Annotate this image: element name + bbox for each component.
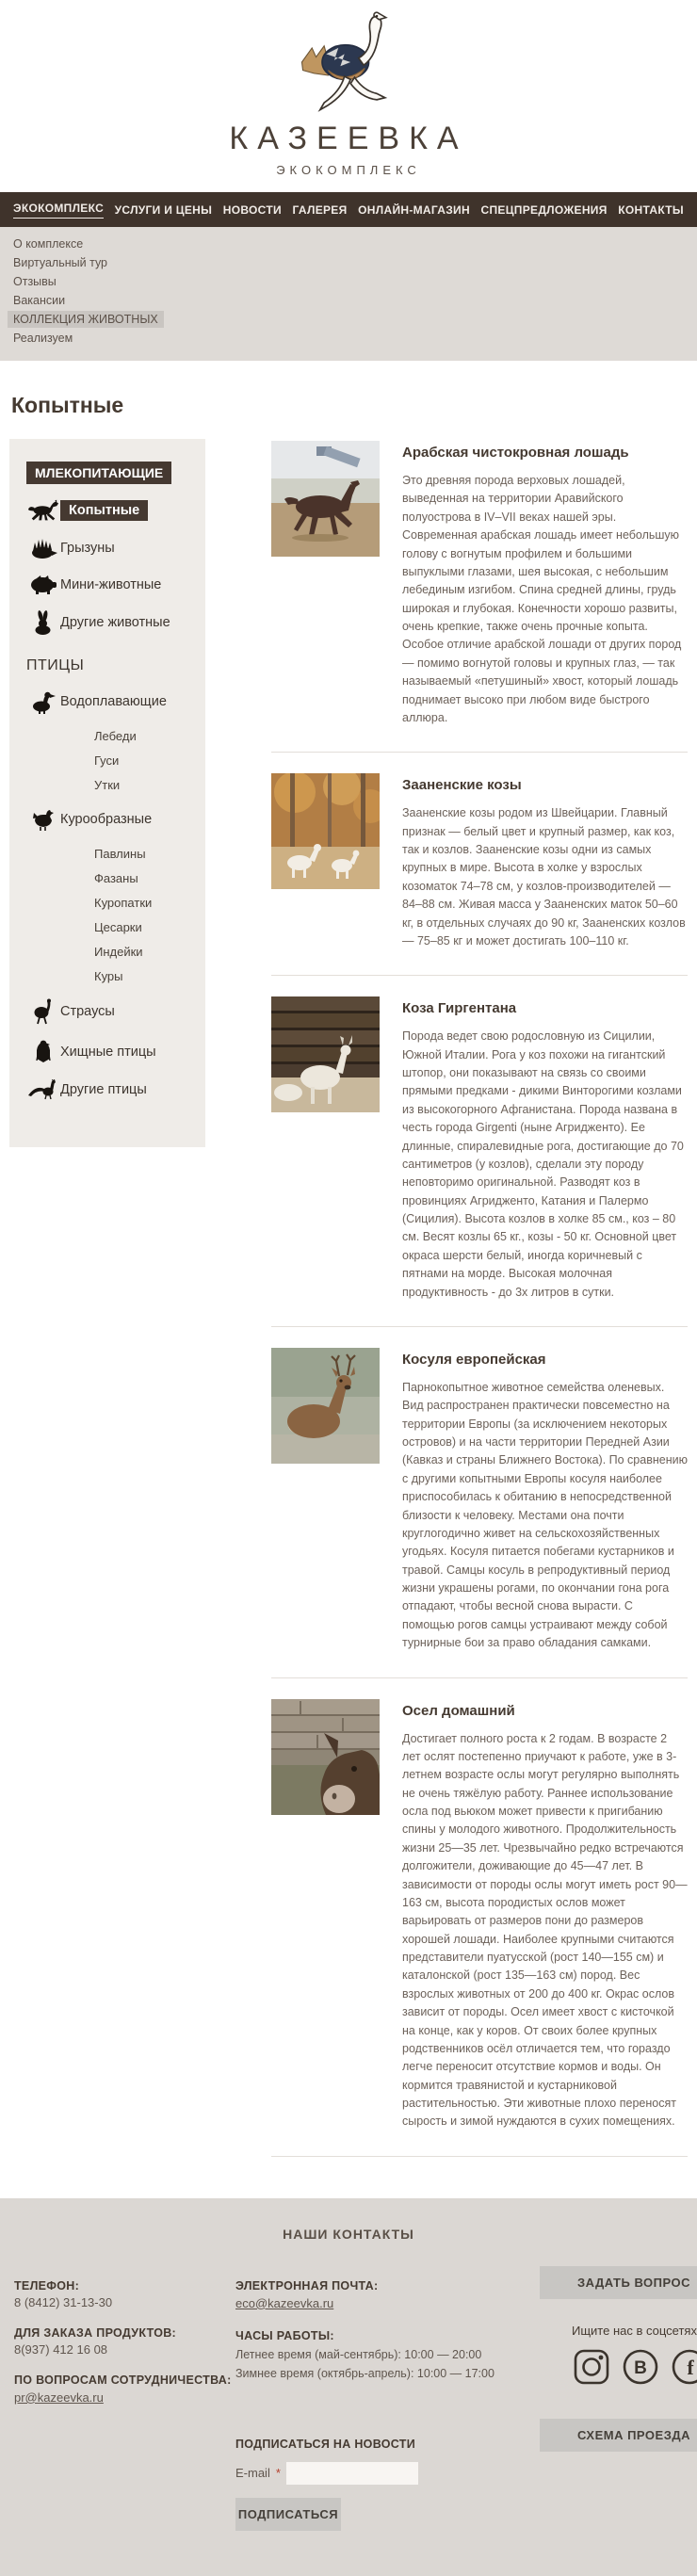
nav-item-offers[interactable]: СПЕЦПРЕДЛОЖЕНИЯ (480, 203, 608, 217)
submenu-item-reviews[interactable]: Отзывы (13, 275, 57, 288)
animal-entry-donkey (271, 1678, 688, 2157)
porcupine-icon (26, 537, 60, 559)
sidebar-item-label: Водоплавающие (60, 694, 167, 709)
email-field-label: E-mail (235, 2466, 270, 2481)
svg-text:В: В (634, 2357, 647, 2378)
animal-photo-roe-deer (271, 1348, 380, 1464)
sidebar-header-birds: ПТИЦЫ (26, 657, 85, 673)
peacock-icon (26, 1079, 60, 1100)
animal-list (271, 439, 688, 2157)
sidebar-item-ostriches[interactable] (26, 998, 205, 1025)
svg-text:f: f (687, 2355, 694, 2379)
ostrich-logo-icon (287, 9, 410, 115)
subscribe-block (235, 2438, 540, 2531)
animal-photo-saanen-goats (271, 773, 380, 889)
subscribe-button[interactable]: ПОДПИСАТЬСЯ (235, 2498, 341, 2531)
sidebar-item-birds-of-prey[interactable] (26, 1040, 205, 1064)
sidebar-header-mammals: МЛЕКОПИТАЮЩИЕ (26, 462, 171, 484)
nav-item-services[interactable]: УСЛУГИ И ЦЕНЫ (114, 203, 213, 217)
raptor-icon (26, 1040, 60, 1064)
sidebar-subitem-turkeys[interactable]: Индейки (94, 945, 143, 959)
email-label: ЭЛЕКТРОННАЯ ПОЧТА: (235, 2278, 379, 2292)
sidebar-subitem-guineafowl[interactable]: Цесарки (94, 920, 142, 934)
animal-description: Зааненские козы родом из Швейцарии. Главный признак — белый цвет и крупный размер, как коз, так и козлов. Зааненские козы одни из самых крупных в мире. Высота в холке у взрослых козоматок 74–78 см, у козлов-производителей — 84–88 см. Живая масса у Зааненских маток 50–60 кг, в отдельных случаях до 90 кг, Зааненских козлов — 75–85 кг и может достигать 100–110 кг. (402, 806, 686, 948)
animal-title: Зааненские козы (402, 777, 522, 794)
footer-contacts-column (14, 2266, 235, 2531)
main-nav (0, 192, 697, 227)
sidebar-item-label: Копытные (60, 500, 148, 521)
email-input[interactable] (286, 2462, 418, 2485)
submenu-item-realizuem[interactable]: Реализуем (13, 332, 73, 345)
animal-title: Коза Гиргентана (402, 1000, 517, 1017)
sidebar-item-label: Страусы (60, 1004, 115, 1019)
duck-icon (26, 689, 60, 714)
animal-entry-saanen-goats (271, 753, 688, 976)
footer-title: НАШИ КОНТАКТЫ (283, 2226, 414, 2242)
map-button[interactable]: СХЕМА ПРОЕЗДА (540, 2419, 697, 2452)
footer-actions-column (540, 2266, 697, 2531)
animal-title: Арабская чистокровная лошадь (402, 445, 629, 461)
orders-label: ДЛЯ ЗАКАЗА ПРОДУКТОВ: (14, 2325, 177, 2340)
ostrich-icon (26, 998, 60, 1025)
sidebar-item-label: Другие животные (60, 615, 170, 630)
sidebar-item-ungulates[interactable] (26, 499, 205, 522)
subscribe-title: ПОДПИСАТЬСЯ НА НОВОСТИ (235, 2437, 415, 2451)
sidebar-item-label: Грызуны (60, 541, 115, 556)
sidebar-item-mini-animals[interactable] (26, 575, 205, 595)
sidebar-subitem-pheasants[interactable]: Фазаны (94, 871, 138, 885)
site-subtitle: ЭКОКОМПЛЕКС (276, 163, 421, 177)
hours-summer: Летнее время (май-сентябрь): 10:00 — 20:00 (235, 2347, 482, 2361)
sidebar-subitem-geese[interactable]: Гуси (94, 753, 120, 768)
hen-icon (26, 807, 60, 832)
animal-entry-horse (271, 439, 688, 753)
submenu-item-about[interactable]: О комплексе (13, 237, 84, 251)
site-header (0, 0, 697, 192)
phone-number: 8 (8412) 31-13-30 (14, 2294, 113, 2309)
sidebar-item-label: Курообразные (60, 812, 153, 827)
sidebar-subitem-peacocks[interactable]: Павлины (94, 847, 146, 861)
secondary-nav (0, 227, 697, 361)
required-asterisk: * (275, 2466, 281, 2481)
animal-title: Осел домашний (402, 1702, 515, 1719)
animal-photo-donkey (271, 1699, 380, 1815)
nav-item-news[interactable]: НОВОСТИ (222, 203, 282, 217)
instagram-icon[interactable] (572, 2347, 611, 2387)
submenu-item-vacancies[interactable]: Вакансии (13, 294, 66, 307)
rabbit-icon (26, 610, 60, 635)
animal-description: Парнокопытное животное семейства оленевых. Вид распространен практически повсеместно на территории Европы (за исключением некоторых островов) и на части территории Передней Азии (Кавказ и страны Ближнего Востока). По сравнению с другими копытными Европы косуля наиболее приспособилась к обитанию в непосредственной близости к человеку. Местами она почти круглогодично живет на сельскохозяйственных угодьях. Косуля питается побегами кустарников и травой. Самцы косуль в репродуктивный период жизни украшены рогами, по окончании гона рога отпадают, чтобы весной снова вырасти. С помощью рогов самцы устраивают между собой турнирные бои за право обладания самками. (402, 1380, 688, 1650)
sidebar-item-label: Хищные птицы (60, 1045, 156, 1060)
animal-title: Косуля европейская (402, 1351, 546, 1368)
sidebar-subitem-partridges[interactable]: Куропатки (94, 896, 153, 910)
animal-description: Достигает полного роста к 2 годам. В возрасте 2 лет ослят постепенно приучают к работе, уже в 3-летнем возрасте ослы могут регулярно выполнять не очень тяжёлую работу. Раннее использование осла под вьюком может привести к пригибанию спины у молодого животного. Продолжительность жизни 25—35 лет. Чрезвычайно редко встречаются долгожители, доживающие до 45—47 лет. В зависимости от породы ослы могут иметь рост 90—163 см, высота породистых ослов может варьировать от размеров пони до размеров хорошей лошади. Наиболее крупными считаются представители пуатусской (рост 140—155 см) и каталонской (рост 135—163 см) пород. Вес взрослых животных от 200 до 400 кг. Окрас ослов зависит от породы. Осел имеет хвост с кисточкой на конце, как у коров. От своих более крупных родственников осёл отличается тем, что гораздо легче переносит отсутствие кормов и воды. Он кормится травянистой и кустарниковой растительностью. Эти животные плохо переносят сырость и зимой нуждаются в сухих помещениях. (402, 1731, 688, 2129)
orders-phone-number: 8(937) 412 16 08 (14, 2341, 108, 2357)
vk-icon[interactable] (621, 2347, 660, 2387)
hours-winter: Зимнее время (октябрь-апрель): 10:00 — 17:00 (235, 2366, 494, 2380)
sidebar-item-label: Мини-животные (60, 577, 162, 592)
sidebar-item-rodents[interactable] (26, 537, 205, 559)
site-footer (0, 2198, 697, 2576)
facebook-icon[interactable] (670, 2347, 697, 2387)
page-title: Копытные (11, 393, 124, 417)
animal-photo-girgentana-goat (271, 996, 380, 1112)
nav-item-shop[interactable]: ОНЛАЙН-МАГАЗИН (358, 203, 470, 217)
sidebar-item-waterfowl[interactable] (26, 689, 205, 714)
footer-email-hours-column (235, 2266, 540, 2531)
pig-icon (26, 575, 60, 595)
site-title: КАЗЕЕВКА (229, 121, 468, 156)
ask-question-button[interactable]: ЗАДАТЬ ВОПРОС (540, 2266, 697, 2299)
animal-entry-girgentana-goat (271, 976, 688, 1327)
animal-entry-roe-deer (271, 1327, 688, 1678)
nav-item-contacts[interactable]: КОНТАКТЫ (618, 203, 684, 217)
horse-icon (26, 499, 60, 522)
animal-description: Порода ведет свою родословную из Сицилии, Южной Италии. Рога у коз похожи на гигантский штопор, они показывают на связь со своими прямыми предками - дикими Винторогими козлами из высокогорного Афганистана. Порода названа в честь города Girgenti (ныне Агридженто). Ее длинные, спиралевидные рога, достигающие до 70 сантиметров (у козлов), сделали эту породу неповторимо оригинальной. Разводят коз в провинциях Агридженто, Катания и Палермо (Сицилия). Высота козлов в холке 85 см., коз – 80 см. Весят козлы 65 кг., козы - 50 кг. Основной цвет окраса шерсти белый, иногда коричневый с пятнами на морде. Высокая молочная продуктивность - до 3х литров в сутки. (402, 1029, 684, 1299)
hours-label: ЧАСЫ РАБОТЫ: (235, 2328, 334, 2342)
email-link[interactable]: eco@kazeevka.ru (235, 2295, 334, 2310)
animal-description: Это древняя порода верховых лошадей, выведенная на территории Аравийского полуострова в IV–VII веках нашей эры. Современная арабская лошадь имеет небольшую голову с вогнутым профилем и большими выпуклыми глазами, шея высокая, с небольшим лебединым изгибом. Спина средней длины, грудь широкая и глубокая. Конечности хорошо развиты, очень крепкие, также очень прочные копыта. Особое отличие арабской лошади от других пород — помимо вогнутой головы и крупных глаз, — так называемый «петушиный» хвост, который лошадь поднимает высоко при любом виде быстрого аллюра. (402, 474, 682, 724)
sidebar-subitem-ducks[interactable]: Утки (94, 778, 121, 792)
social-label: Ищите нас в соцсетях (572, 2323, 697, 2338)
sidebar-item-other-birds[interactable] (26, 1079, 205, 1100)
sidebar-item-other-animals[interactable] (26, 610, 205, 635)
submenu-item-virtual-tour[interactable]: Виртуальный тур (13, 256, 107, 269)
sidebar-subitem-swans[interactable]: Лебеди (94, 729, 137, 743)
animal-photo-horse (271, 441, 380, 557)
submenu-item-animal-collection[interactable]: КОЛЛЕКЦИЯ ЖИВОТНЫХ (8, 311, 164, 328)
phone-label: ТЕЛЕФОН: (14, 2278, 80, 2292)
sidebar-item-galliformes[interactable] (26, 807, 205, 832)
sidebar-subitem-chickens[interactable]: Куры (94, 969, 123, 983)
partnership-email-link[interactable]: pr@kazeevka.ru (14, 2390, 104, 2405)
nav-item-ecocomplex[interactable]: ЭКОКОМПЛЕКС (13, 202, 104, 219)
partnership-label: ПО ВОПРОСАМ СОТРУДНИЧЕСТВА: (14, 2373, 232, 2387)
animal-categories-sidebar (9, 439, 205, 1147)
main-layout (9, 439, 688, 2157)
nav-item-gallery[interactable]: ГАЛЕРЕЯ (292, 203, 348, 217)
sidebar-item-label: Другие птицы (60, 1082, 147, 1097)
